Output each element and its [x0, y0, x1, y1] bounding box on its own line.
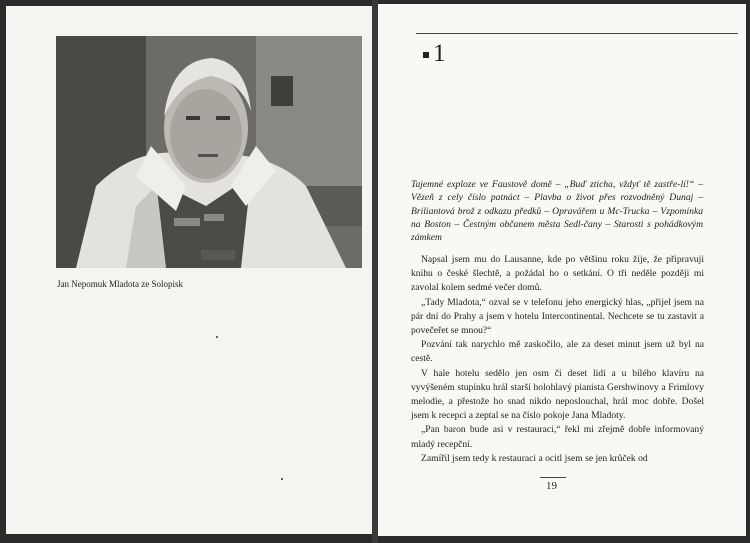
chapter-heading	[423, 40, 446, 68]
paragraph: „Pan baron bude asi v restauraci,“ řekl mi zřejmě dobře informovaný mladý recepční.	[411, 424, 704, 450]
right-page	[378, 4, 746, 536]
chapter-rule	[416, 33, 738, 34]
paragraph: Napsal jsem mu do Lausanne, kde po většinu roku žije, že připravuji knihu o české šlechtě, a požádal ho o setkání. O tři neděle později mi zavolal kolem sedmé večer domů.	[411, 254, 704, 294]
left-page	[6, 6, 372, 534]
chapter-synopsis: Tajemné exploze ve Faustově domě – „Buď zticha, vždyť tě zastře-lí!“ – Vězeň z cely číslo patnáct – Plavba o život přes rozvodněný Dunaj – Briliantová brož z odkazu předků – Opravářem u Mc-Trucka – Vzpomínka na Boston – Čestným občanem města Sedl-čany – Starosti s pohádkovým zámkem	[411, 179, 703, 244]
footer-rule	[540, 477, 566, 478]
portrait-illustration	[56, 36, 362, 268]
chapter-number: 1	[433, 40, 446, 67]
paragraph: Zamířil jsem tedy k restauraci a ocitl jsem se jen krůček od	[421, 452, 648, 464]
paragraph: Pozvání tak narychlo mě zaskočilo, ale za deset minut jsem už byl na cestě.	[411, 339, 704, 365]
paragraph: „Tady Mladota,“ ozval se v telefonu jeho energický hlas, „přijel jsem na pár dní do Prahy a jsem v hotelu Intercontinental. Nechcete se tu zastavit a povečeřet se mnou?“	[411, 296, 704, 337]
paragraph: V hale hotelu sedělo jen osm či deset lidí a u bílého klavíru na vyvýšeném stupínku hrál starší holohlavý pianista Gershwinovy a Frimlovy melodie, a přestože ho snad nikdo neposlouchal, hrál moc dobře. Došel jsem k recepci a zeptal se na číslo pokoje Jana Mladoty.	[411, 367, 704, 422]
photo-caption: Jan Nepomuk Mladota ze Solopisk	[57, 279, 183, 289]
chapter-body	[411, 253, 704, 466]
paper-speck	[281, 478, 283, 480]
chapter-square-icon	[423, 52, 429, 58]
page-number: 19	[546, 480, 557, 492]
portrait-photo	[56, 36, 362, 268]
paper-speck	[216, 336, 218, 338]
